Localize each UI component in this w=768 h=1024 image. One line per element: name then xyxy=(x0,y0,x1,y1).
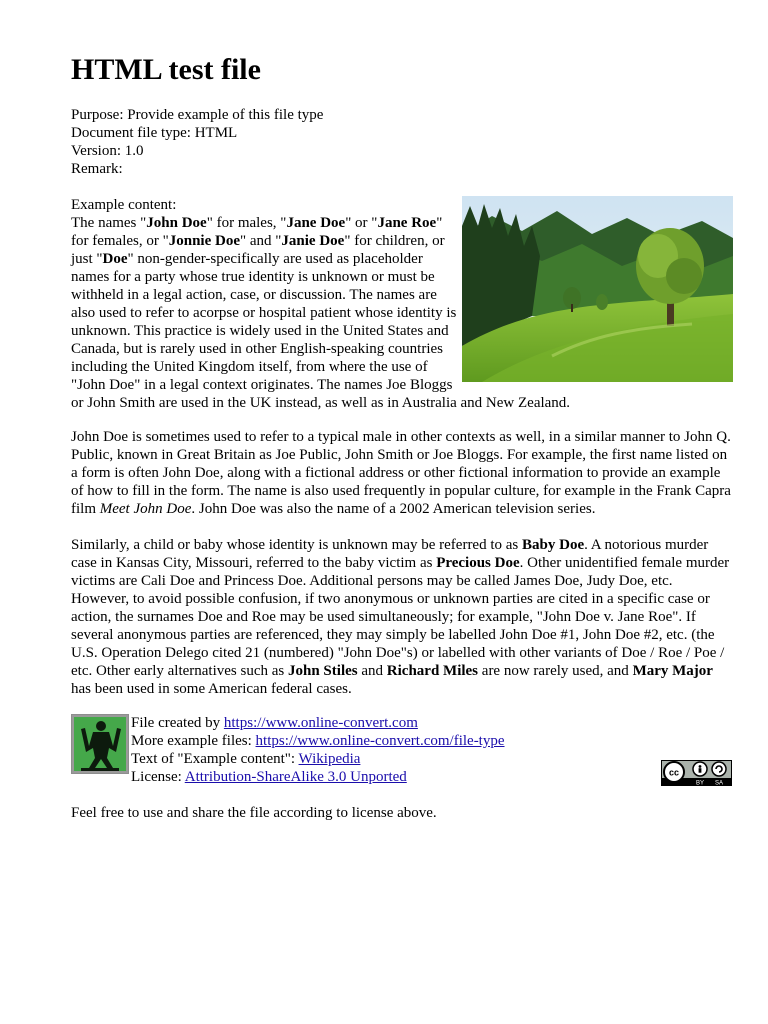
credits-block xyxy=(71,714,733,792)
paragraph-text: Similarly, a child or baby whose identity is unknown may be referred to as xyxy=(71,537,523,553)
license-link[interactable]: Attribution-ShareAlike 3.0 Unported xyxy=(184,769,407,785)
bold-name: Jane Roe xyxy=(377,215,437,231)
wikipedia-link[interactable]: Wikipedia xyxy=(298,751,361,767)
bold-name: Doe xyxy=(102,251,128,267)
bold-name: John Doe xyxy=(146,215,207,231)
paragraph-text: and xyxy=(357,663,387,679)
page-title: HTML test file xyxy=(71,53,261,86)
online-convert-link[interactable]: https://www.online-convert.com xyxy=(223,715,418,731)
cc-text: cc xyxy=(668,767,680,778)
sa-text: SA xyxy=(714,780,724,786)
created-by-line xyxy=(131,714,505,732)
license-line xyxy=(131,768,505,786)
license-label: License: xyxy=(131,769,185,785)
paragraph-text: " and " xyxy=(240,233,282,249)
paragraph-text: " for females, or " xyxy=(71,215,443,249)
bold-name: Jane Doe xyxy=(286,215,346,231)
more-files-line xyxy=(131,732,505,750)
text-source-line xyxy=(131,750,505,768)
bold-name: Precious Doe xyxy=(436,555,520,571)
closing-note: Feel free to use and share the file according to license above. xyxy=(71,805,437,821)
bold-name: Janie Doe xyxy=(281,233,345,249)
bold-name: Richard Miles xyxy=(386,663,479,679)
example-paragraph-3 xyxy=(71,536,733,698)
bold-name: Mary Major xyxy=(632,663,713,679)
paragraph-2-text-a: John Doe is sometimes used to refer to a typical male in other contexts as well, in a similar manner to John Q. Public, known in Great Britain as Joe Public, John Smith or Joe Bloggs. For example, the first name listed on a form is often John Doe, along with a fictional address or other fictional information to provide an example of how to fill in the form. The name is also used frequently in popular culture, for example in the Frank Capra film xyxy=(71,429,731,517)
bold-name: Baby Doe xyxy=(522,537,585,553)
example-content xyxy=(71,196,733,412)
paragraph-text: " for children, or just " xyxy=(71,233,445,267)
paragraph-2-text-b: . John Doe was also the name of a 2002 American television series. xyxy=(191,501,596,517)
cc-by-sa-badge-icon[interactable] xyxy=(661,760,732,786)
created-by-label: File created by xyxy=(131,715,224,731)
bold-name: Jonnie Doe xyxy=(168,233,240,249)
file-metadata xyxy=(71,106,671,178)
bold-name: John Stiles xyxy=(288,663,358,679)
person-silhouette-icon xyxy=(71,714,129,774)
remark-line: Remark: xyxy=(71,161,123,177)
more-files-label: More example files: xyxy=(131,733,256,749)
by-text: BY xyxy=(695,780,705,786)
purpose-line: Purpose: Provide example of this file type xyxy=(71,107,324,123)
paragraph-text: " or " xyxy=(345,215,378,231)
file-type-line: Document file type: HTML xyxy=(71,125,238,141)
version-line: Version: 1.0 xyxy=(71,143,144,159)
paragraph-text: " non-gender-specifically are used as placeholder names for a party whose true identity is unknown or must be withheld in a legal action, case, or discussion. The names are also used to refer to acorpse or hospital patient whose identity is unknown. This practice is widely used in the United States and Canada, but is rarely used in other English-speaking countries including the United Kingdom itself, from where the use of "John Doe" in a legal context originates. The names Joe Bloggs or John Smith are used in the UK instead, as well as in Australia and New Zealand. xyxy=(71,251,571,411)
paragraph-text: . Other unidentified female murder victims are Cali Doe and Princess Doe. Additional persons may be called James Doe, Judy Doe, etc. However, to avoid possible confusion, if two anonymous or unknown parties are cited in a specific case or action, the surnames Doe and Roe may be used simultaneously; for example, "John Doe v. Jane Roe". If several anonymous parties are referenced, they may simply be labelled John Doe #1, John Doe #2, etc. (the U.S. Operation Delego cited 21 (numbered) "John Doe"s) or labelled with other variants of Doe / Roe / Poe / etc. Other early alternatives such as xyxy=(71,555,730,679)
credits-lines xyxy=(131,714,505,786)
example-heading: Example content: xyxy=(71,197,177,213)
paragraph-text: The names " xyxy=(71,215,147,231)
example-paragraph-2 xyxy=(71,428,733,518)
text-source-label: Text of "Example content": xyxy=(131,751,299,767)
paragraph-text: are now rarely used, and xyxy=(478,663,633,679)
landscape-photo xyxy=(462,196,733,382)
film-title: Meet John Doe xyxy=(99,501,192,517)
paragraph-text: . A notorious murder case in Kansas City, Missouri, referred to the baby victim as xyxy=(71,537,709,571)
paragraph-text: " for males, " xyxy=(206,215,287,231)
file-type-link[interactable]: https://www.online-convert.com/file-type xyxy=(255,733,505,749)
paragraph-text: has been used in some American federal cases. xyxy=(71,681,352,697)
